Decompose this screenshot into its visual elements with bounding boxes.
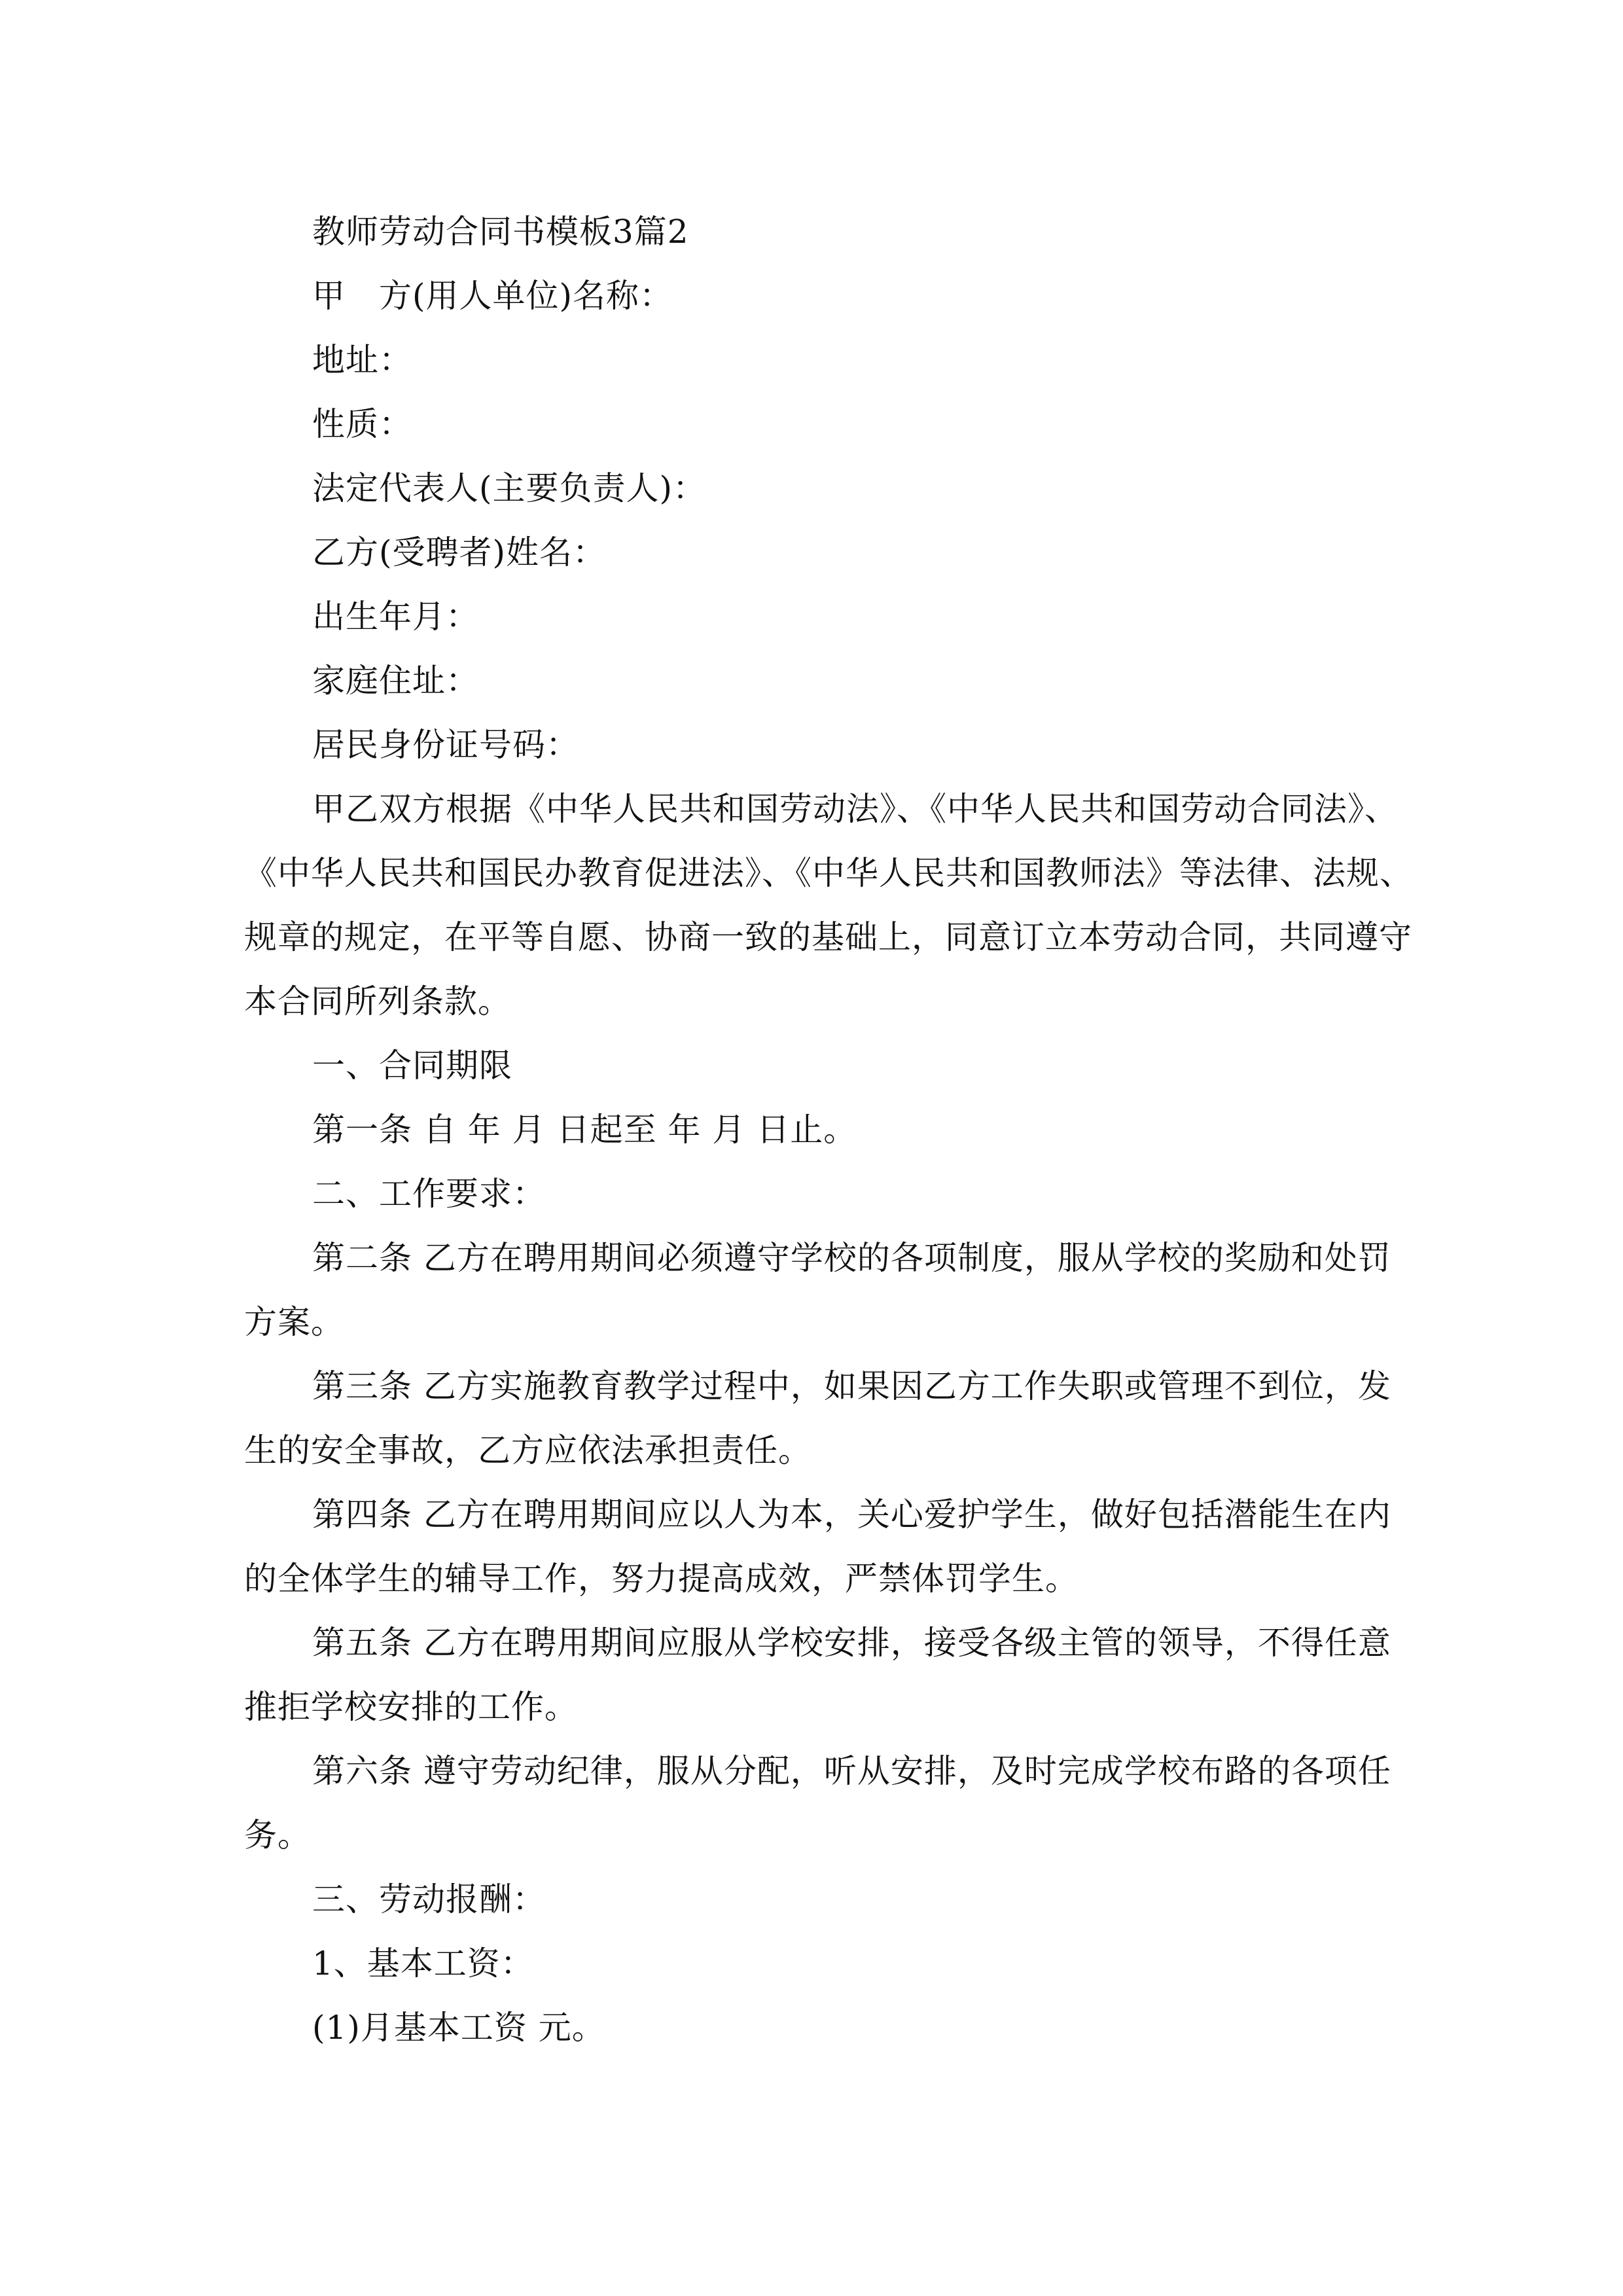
article-4: 第四条 乙方在聘用期间应以人为本，关心爱护学生，做好包括潜能生在内 <box>312 1496 1391 1534</box>
article-6: 第六条 遵守劳动纪律，服从分配，听从安排，及时完成学校布路的各项任 <box>312 1752 1391 1790</box>
birth-date-field: 出生年月： <box>312 598 479 636</box>
party-a-name-field: 甲 方(用人单位)名称： <box>312 277 673 315</box>
subsection-basic-salary: 1、基本工资： <box>312 1945 534 1982</box>
article-3: 第三条 乙方实施教育教学过程中，如果因乙方工作失职或管理不到位，发 <box>312 1367 1391 1405</box>
article-3-continued: 生的安全事故，乙方应依法承担责任。 <box>244 1431 812 1469</box>
article-1: 第一条 自 年 月 日起至 年 月 日止。 <box>312 1111 857 1149</box>
article-5-continued: 推拒学校安排的工作。 <box>244 1688 578 1726</box>
article-2-continued: 方案。 <box>244 1303 344 1341</box>
id-number-field: 居民身份证号码： <box>312 726 579 764</box>
document-title: 教师劳动合同书模板3篇2 <box>312 213 689 251</box>
section-heading-work-requirements: 二、工作要求： <box>312 1175 546 1213</box>
monthly-basic-salary-item: (1)月基本工资 元。 <box>312 2009 605 2047</box>
preamble-line: 《中华人民共和国民办教育促进法》、《中华人民共和国教师法》等法律、法规、 <box>244 854 1413 892</box>
legal-representative-field: 法定代表人(主要负责人)： <box>312 469 707 507</box>
article-4-continued: 的全体学生的辅导工作，努力提高成效，严禁体罚学生。 <box>244 1560 1079 1598</box>
home-address-field: 家庭住址： <box>312 662 479 700</box>
preamble-line: 本合同所列条款。 <box>244 982 511 1020</box>
document-body <box>244 200 1413 2060</box>
article-2: 第二条 乙方在聘用期间必须遵守学校的各项制度，服从学校的奖励和处罚 <box>312 1239 1391 1277</box>
article-6-continued: 务。 <box>244 1816 311 1854</box>
section-heading-term: 一、合同期限 <box>312 1047 512 1085</box>
article-5: 第五条 乙方在聘用期间应服从学校安排，接受各级主管的领导，不得任意 <box>312 1624 1391 1662</box>
party-a-address-field: 地址： <box>312 341 412 379</box>
party-a-nature-field: 性质： <box>312 405 412 443</box>
section-heading-remuneration: 三、劳动报酬： <box>312 1880 546 1918</box>
preamble-line: 规章的规定，在平等自愿、协商一致的基础上，同意订立本劳动合同，共同遵守 <box>244 918 1412 956</box>
preamble-line: 甲乙双方根据《中华人民共和国劳动法》、《中华人民共和国劳动合同法》、 <box>312 790 1398 828</box>
party-b-name-field: 乙方(受聘者)姓名： <box>312 533 607 571</box>
